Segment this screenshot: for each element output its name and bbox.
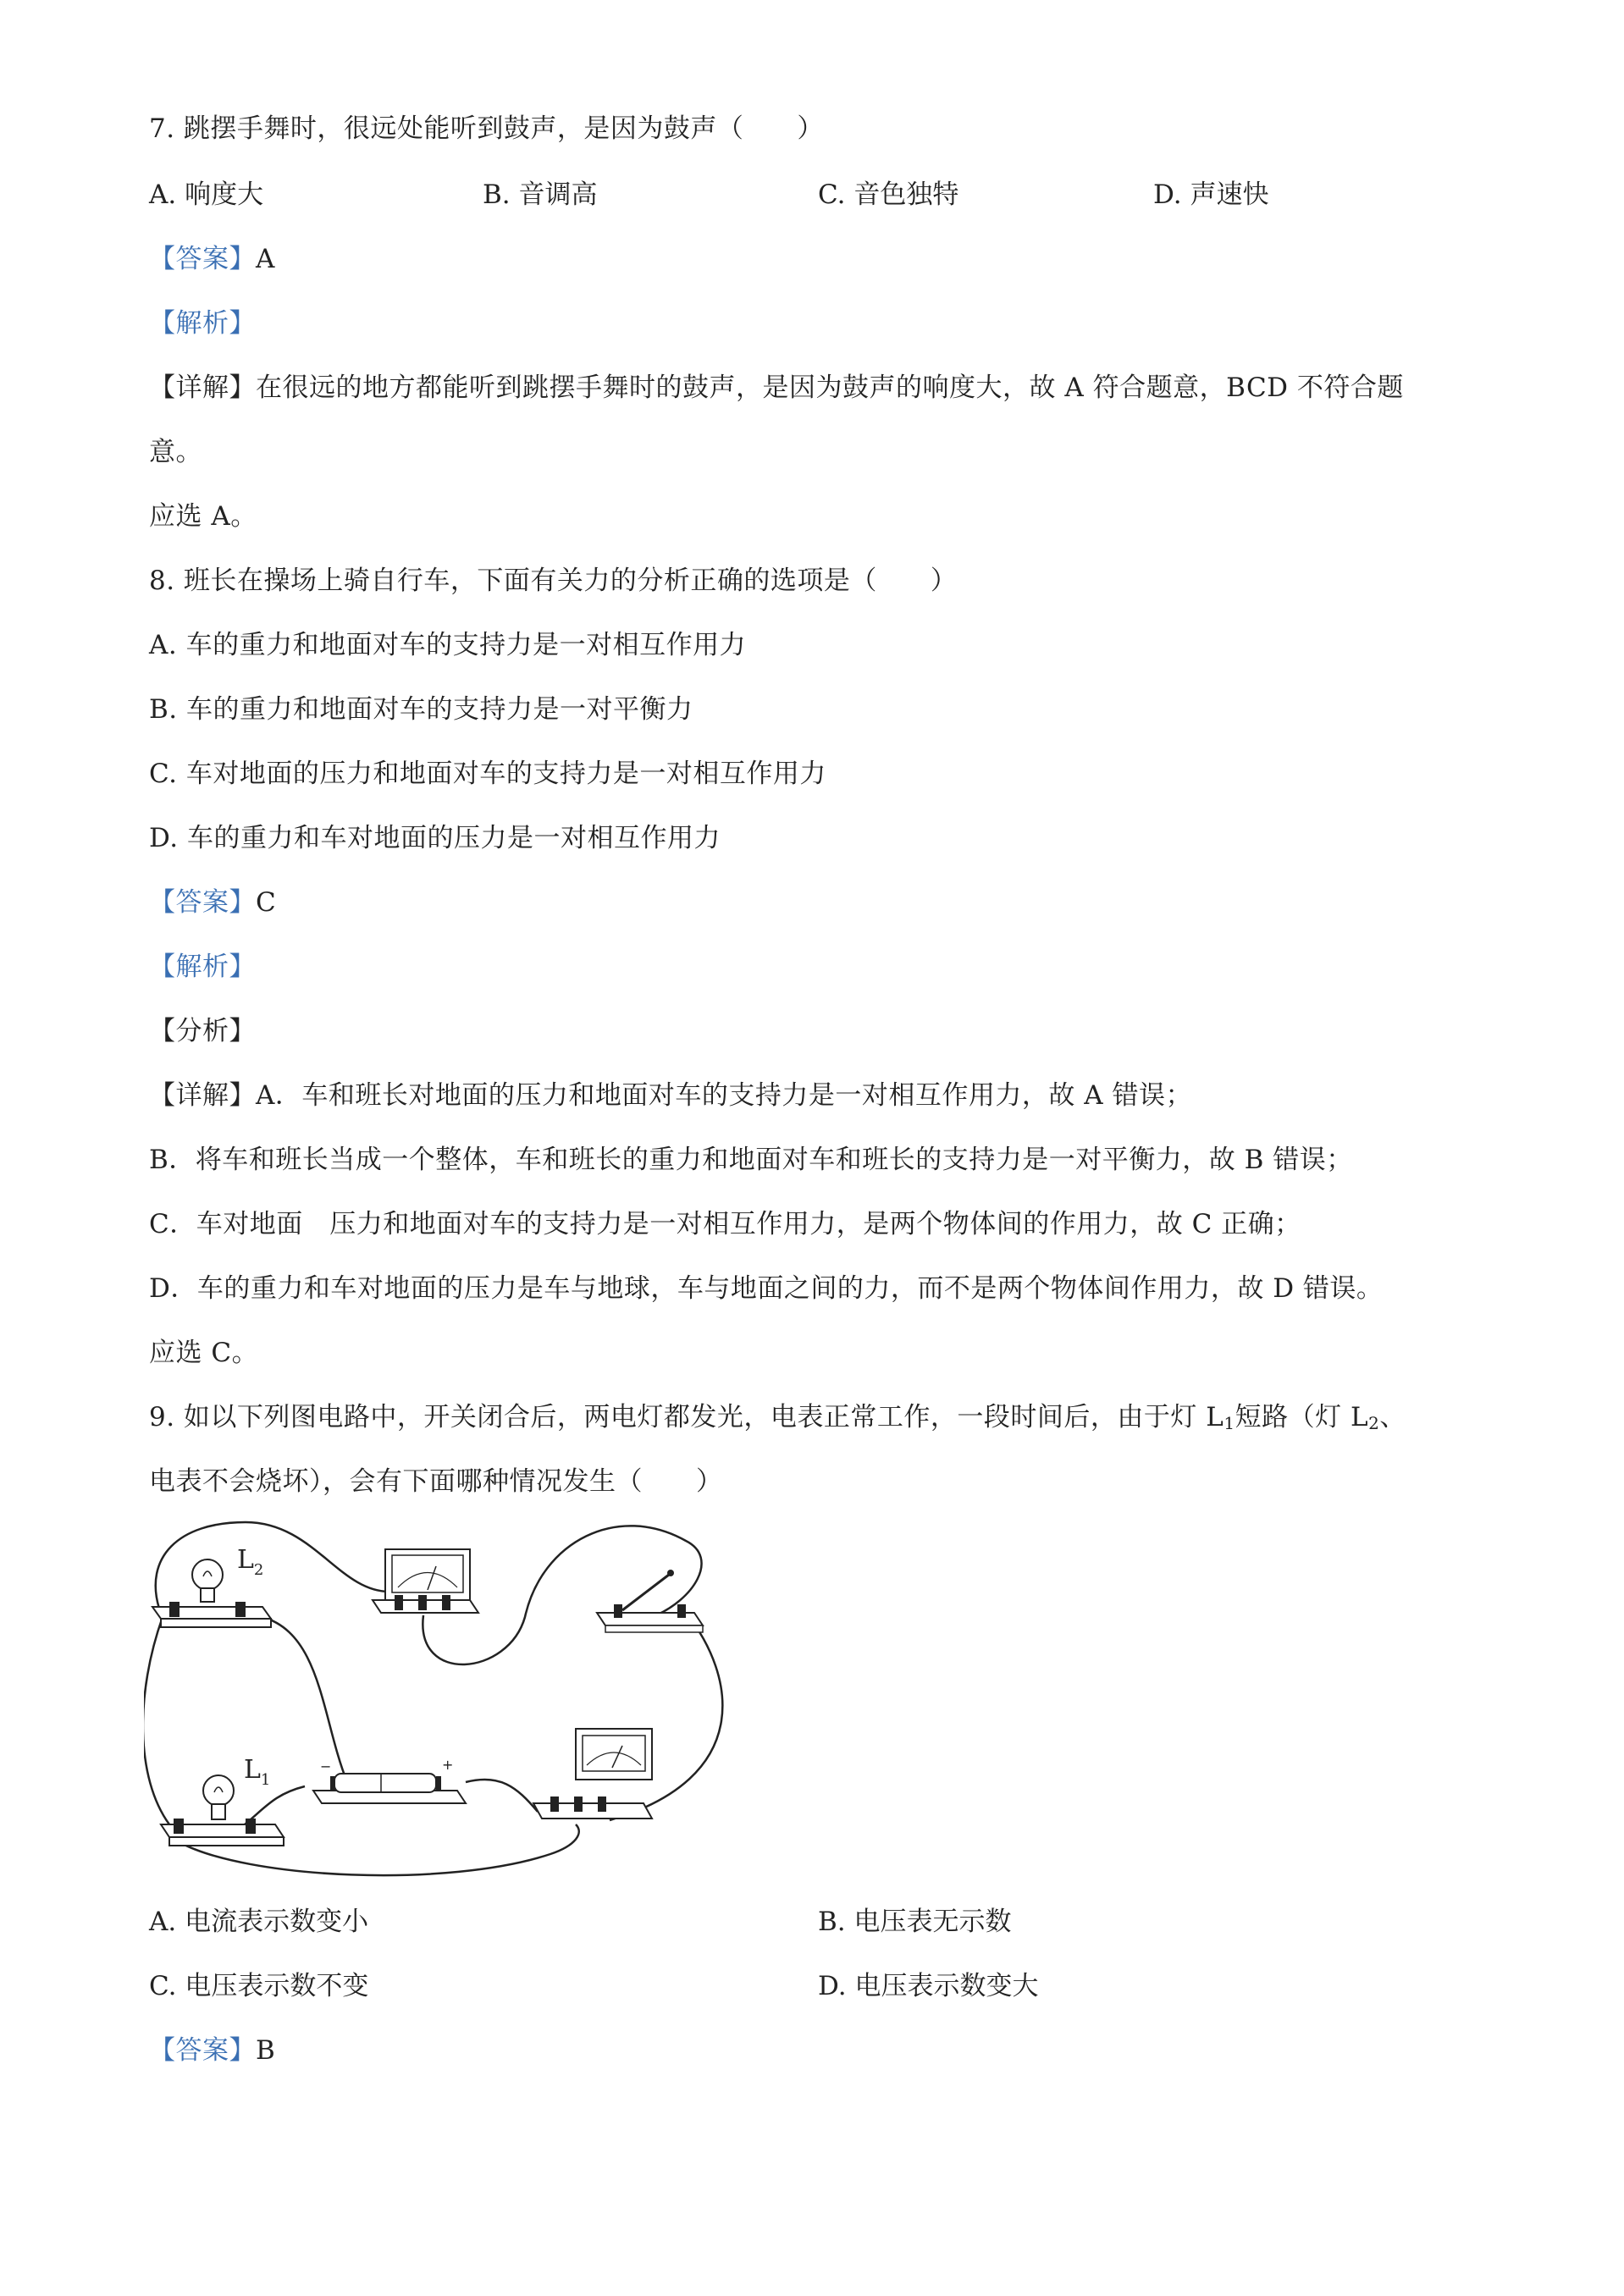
q7-answer — [149, 242, 275, 276]
answer-tag: 【答案】 — [149, 244, 256, 274]
q9-stem — [149, 1400, 1406, 1440]
answer-value: B — [256, 2035, 276, 2066]
q9-stem-line2: 电表不会烧坏），会有下面哪种情况发生（ ） — [149, 1466, 723, 1497]
wire-switch-voltmeter — [610, 1613, 722, 1820]
q8-conclusion: 应选 C。 — [149, 1338, 259, 1368]
q7-detail-line1: 【详解】在很远的地方都能听到跳摆手舞时的鼓声，是因为鼓声的响度大，故 A 符合题意，BCD 不符合题 — [149, 373, 1404, 403]
q7-option-d: D. 声速快 — [1153, 179, 1269, 210]
q8-fenxi-tag: 【分析】 — [149, 1016, 256, 1046]
q8-detail-1: 【详解】A．车和班长对地面的压力和地面对车的支持力是一对相互作用力，故 A 错误； — [149, 1080, 1192, 1111]
q9-option-c: C. 电压表示数不变 — [149, 1971, 369, 2001]
battery-plus-label: + — [442, 1757, 454, 1773]
switch-icon — [597, 1570, 703, 1632]
answer-value: C — [256, 887, 277, 918]
q8-answer — [149, 886, 276, 919]
battery-icon — [313, 1757, 466, 1803]
q9-option-a: A. 电流表示数变小 — [149, 1907, 369, 1937]
battery-minus-label: − — [320, 1758, 332, 1774]
q8-option-d: D. 车的重力和车对地面的压力是一对相互作用力 — [149, 823, 721, 853]
q9-answer — [149, 2034, 275, 2067]
wire-battery-voltmeter — [466, 1780, 538, 1812]
q9-stem-sub2: 2 — [1368, 1413, 1380, 1433]
q7-option-c: C. 音色独特 — [818, 179, 959, 210]
q8-detail-4: D．车的重力和车对地面的压力是车与地球，车与地面之间的力，而不是两个物体间作用力，故 D 错误。 — [149, 1273, 1384, 1304]
q7-stem: 7. 跳摆手舞时，很远处能听到鼓声，是因为鼓声（ ） — [149, 113, 824, 144]
q8-option-b: B. 车的重力和地面对车的支持力是一对平衡力 — [149, 694, 693, 725]
q8-option-a: A. 车的重力和地面对车的支持力是一对相互作用力 — [149, 630, 747, 660]
q9-option-d: D. 电压表示数变大 — [818, 1971, 1039, 2001]
voltmeter-icon — [533, 1729, 652, 1819]
q7-analysis-tag: 【解析】 — [149, 308, 256, 339]
q8-detail-3: C．车对地面 压力和地面对车的支持力是一对相互作用力，是两个物体间的作用力，故 C 正确； — [149, 1209, 1301, 1239]
q8-stem: 8. 班长在操场上骑自行车，下面有关力的分析正确的选项是（ ） — [149, 566, 958, 596]
q7-option-a: A. 响度大 — [149, 179, 264, 210]
wire-l2-ammeter — [156, 1522, 389, 1609]
q8-option-c: C. 车对地面的压力和地面对车的支持力是一对相互作用力 — [149, 759, 826, 789]
q8-detail-2: B．将车和班长当成一个整体，车和班长的重力和地面对车和班长的支持力是一对平衡力，故 B 错误； — [149, 1145, 1353, 1175]
lamp-l1-icon — [161, 1755, 284, 1846]
answer-value: A — [256, 244, 275, 274]
lamp-l2-label: $L_2$ — [237, 1545, 264, 1579]
q8-analysis-tag: 【解析】 — [149, 952, 256, 982]
answer-tag: 【答案】 — [149, 887, 256, 918]
ammeter-icon — [373, 1549, 478, 1613]
q7-detail-line2: 意。 — [149, 437, 202, 467]
q7-conclusion: 应选 A。 — [149, 501, 257, 532]
wire-l2-l1 — [144, 1617, 169, 1824]
q9-stem-part-a: 9. 如以下列图电路中，开关闭合后，两电灯都发光，电表正常工作，一段时间后，由于灯 L — [149, 1402, 1224, 1432]
q9-stem-part-c: 、 — [1379, 1402, 1406, 1432]
lamp-l2-icon — [152, 1545, 271, 1627]
circuit-diagram — [144, 1507, 737, 1888]
q9-option-b: B. 电压表无示数 — [818, 1907, 1012, 1937]
lamp-l1-label: $L_1$ — [244, 1755, 271, 1789]
q9-stem-sub1: 1 — [1224, 1413, 1235, 1433]
q7-option-b: B. 音调高 — [483, 179, 598, 210]
answer-tag: 【答案】 — [149, 2035, 256, 2066]
q9-stem-part-b: 短路（灯 L — [1235, 1402, 1369, 1432]
